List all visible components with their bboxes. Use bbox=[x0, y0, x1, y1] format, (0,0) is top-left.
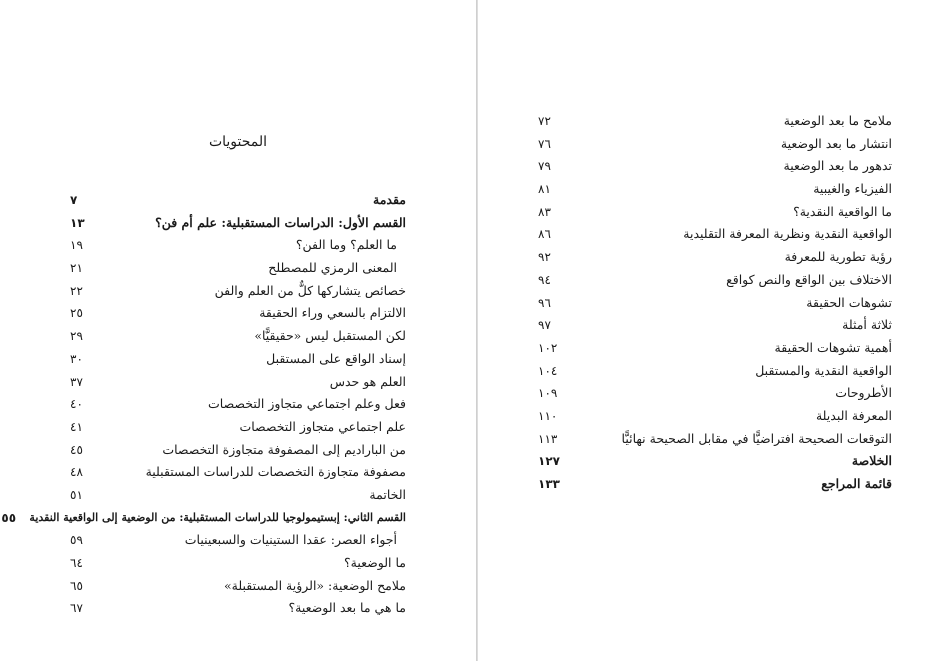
toc-entry-page: ٥١ bbox=[70, 487, 83, 502]
toc-entry-label: ما الوضعية؟ bbox=[344, 555, 406, 570]
toc-entry-label: العلم هو حدس bbox=[329, 373, 406, 389]
toc-entry-label: ما هي ما بعد الوضعية؟ bbox=[288, 600, 406, 616]
toc-entry-label: مقدمة bbox=[373, 192, 406, 207]
toc-entry-page: ١٣ bbox=[70, 215, 85, 230]
toc-entry bbox=[538, 178, 892, 201]
toc-entry-page: ١١٠ bbox=[538, 408, 558, 423]
toc-entry-page: ١٣٣ bbox=[538, 477, 560, 491]
toc-entry-label: رؤية تطورية للمعرفة bbox=[784, 249, 892, 265]
toc-entry-label: الاختلاف بين الواقع والنص كواقع bbox=[726, 271, 892, 287]
toc-entry bbox=[538, 382, 892, 405]
toc-entry-label: الواقعية النقدية ونظرية المعرفة التقليدية bbox=[683, 226, 892, 242]
toc-entry-page: ٧ bbox=[70, 193, 78, 207]
toc-entry-label: علم اجتماعي متجاوز التخصصات bbox=[239, 418, 406, 434]
toc-entry bbox=[70, 234, 406, 257]
toc-entry-page: ٤٨ bbox=[70, 465, 83, 480]
toc-entry bbox=[538, 450, 892, 473]
toc-entry-label: الأطروحات bbox=[835, 385, 892, 401]
toc-entry bbox=[70, 189, 406, 212]
toc-entry bbox=[70, 257, 406, 280]
toc-entry-label: انتشار ما بعد الوضعية bbox=[780, 135, 892, 151]
toc-entry-label: قائمة المراجع bbox=[821, 476, 892, 491]
toc-entry-page: ٤١ bbox=[70, 419, 83, 434]
toc-entry-page: ١٠٩ bbox=[538, 386, 558, 401]
toc-entry-label: التوقعات الصحيحة افتراضيًّا في مقابل الصحيحة نهائيًّا bbox=[621, 430, 892, 446]
right-page bbox=[478, 0, 950, 661]
toc-entry-label: ملامح الوضعية: «الرؤية المستقبلة» bbox=[224, 577, 406, 593]
toc-entry bbox=[70, 302, 406, 325]
toc-entry-page: ٦٧ bbox=[70, 601, 83, 616]
toc-entry bbox=[70, 348, 406, 371]
toc-entry bbox=[70, 597, 406, 620]
toc-entry-page: ١٩ bbox=[70, 238, 83, 253]
toc-entry-label: خصائص يتشاركها كلٌّ من العلم والفن bbox=[214, 282, 406, 298]
toc-entry bbox=[70, 280, 406, 303]
toc-entry-label: القسم الثاني: إبستيمولوجيا للدراسات المستقبلية: من الوضعية إلى الواقعية النقدية bbox=[29, 510, 406, 524]
toc-entry bbox=[538, 133, 892, 156]
toc-entry-page: ٧٢ bbox=[538, 114, 551, 128]
toc-entry-label: الواقعية النقدية والمستقبل bbox=[755, 362, 892, 378]
toc-entry-page: ٢١ bbox=[70, 261, 83, 276]
toc-entry-page: ٩٧ bbox=[538, 318, 551, 333]
toc-entry bbox=[538, 246, 892, 269]
toc-entry-page: ٤٠ bbox=[70, 397, 83, 412]
toc-entry-label: تشوهات الحقيقة bbox=[806, 294, 892, 310]
toc-list-right bbox=[538, 110, 892, 496]
toc-list-left bbox=[1, 189, 406, 620]
toc-entry bbox=[538, 110, 892, 133]
toc-entry-label: لكن المستقبل ليس «حقيقيًّا» bbox=[254, 328, 406, 344]
toc-entry-label: الخاتمة bbox=[369, 486, 406, 502]
toc-entry bbox=[70, 529, 406, 552]
toc-entry bbox=[70, 416, 406, 439]
toc-entry bbox=[538, 269, 892, 292]
toc-entry bbox=[538, 201, 892, 224]
toc-entry-label: الخلاصة bbox=[851, 453, 892, 469]
toc-entry-label: الالتزام بالسعي وراء الحقيقة bbox=[259, 305, 406, 321]
toc-entry-page: ٦٤ bbox=[70, 556, 83, 570]
toc-entry-page: ٨٣ bbox=[538, 204, 551, 219]
toc-entry bbox=[538, 337, 892, 360]
toc-entry bbox=[70, 439, 406, 462]
toc-title: المحتويات bbox=[208, 134, 268, 150]
toc-entry-page: ٣٠ bbox=[70, 351, 83, 366]
toc-entry-label: الفيزياء والغيبية bbox=[813, 181, 892, 197]
toc-entry-page: ١١٣ bbox=[538, 431, 558, 446]
toc-entry-page: ٥٩ bbox=[70, 533, 83, 548]
toc-entry-page: ٤٥ bbox=[70, 442, 83, 457]
toc-entry-page: ٣٧ bbox=[70, 374, 83, 389]
toc-entry-label: المعنى الرمزي للمصطلح bbox=[268, 260, 397, 276]
toc-entry-label: أهمية تشوهات الحقيقة bbox=[774, 339, 892, 355]
toc-entry bbox=[538, 314, 892, 337]
toc-entry bbox=[538, 473, 892, 496]
toc-entry bbox=[1, 507, 406, 530]
toc-entry bbox=[70, 552, 406, 575]
toc-entry-page: ٧٦ bbox=[538, 136, 551, 151]
toc-entry bbox=[538, 292, 892, 315]
toc-entry-page: ٨٦ bbox=[538, 227, 551, 242]
toc-entry-page: ٢٢ bbox=[70, 283, 83, 298]
toc-entry-label: ما الواقعية النقدية؟ bbox=[793, 203, 892, 219]
toc-entry bbox=[70, 461, 406, 484]
toc-entry bbox=[70, 325, 406, 348]
toc-entry-label: فعل وعلم اجتماعي متجاوز التخصصات bbox=[208, 396, 406, 412]
toc-entry bbox=[538, 360, 892, 383]
toc-entry-label: إسناد الواقع على المستقبل bbox=[266, 350, 406, 366]
toc-entry bbox=[70, 484, 406, 507]
toc-entry-page: ٨١ bbox=[538, 182, 551, 197]
toc-entry-label: ملامح ما بعد الوضعية bbox=[783, 113, 892, 128]
toc-entry-label: القسم الأول: الدراسات المستقبلية: علم أم فن؟ bbox=[155, 214, 406, 230]
toc-entry-label: ما العلم؟ وما الفن؟ bbox=[295, 237, 397, 253]
toc-entry bbox=[538, 223, 892, 246]
toc-entry-label: ثلاثة أمثلة bbox=[842, 317, 892, 333]
toc-entry-label: المعرفة البديلة bbox=[815, 407, 892, 423]
toc-entry-page: ٩٤ bbox=[538, 272, 551, 287]
toc-entry-page: ٥٥ bbox=[1, 510, 17, 525]
toc-entry-label: أجواء العصر: عقدا الستينيات والسبعينيات bbox=[184, 532, 397, 548]
toc-entry bbox=[70, 371, 406, 394]
toc-entry-page: ٦٥ bbox=[70, 578, 83, 593]
toc-entry-page: ٧٩ bbox=[538, 159, 551, 174]
toc-entry-page: ١٠٤ bbox=[538, 363, 558, 378]
toc-entry bbox=[70, 212, 406, 235]
toc-entry-page: ٩٦ bbox=[538, 295, 551, 310]
toc-entry-page: ٢٥ bbox=[70, 306, 83, 321]
toc-entry bbox=[538, 428, 892, 451]
toc-entry-page: ١٢٧ bbox=[538, 454, 560, 469]
toc-entry-label: تدهور ما بعد الوضعية bbox=[783, 158, 892, 174]
toc-entry-label: من الباراديم إلى المصفوفة متجاوزة التخصصات bbox=[162, 441, 406, 457]
toc-entry bbox=[538, 155, 892, 178]
toc-entry-page: ١٠٢ bbox=[538, 340, 558, 355]
toc-entry-label: مصفوفة متجاوزة التخصصات للدراسات المستقبلية bbox=[145, 464, 406, 480]
toc-entry-page: ٢٩ bbox=[70, 329, 83, 344]
toc-entry bbox=[70, 575, 406, 598]
toc-entry-page: ٩٢ bbox=[538, 250, 551, 265]
toc-entry bbox=[538, 405, 892, 428]
toc-entry bbox=[70, 393, 406, 416]
